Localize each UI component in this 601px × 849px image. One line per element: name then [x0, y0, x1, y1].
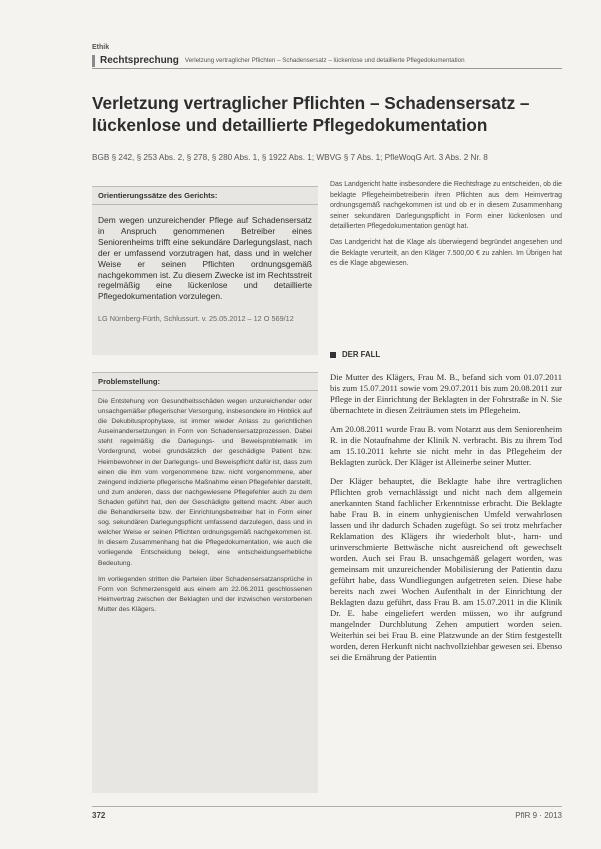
case-heading-text: DER FALL	[342, 350, 381, 359]
guiding-principles-box	[92, 186, 318, 355]
intro-column	[330, 180, 562, 275]
footer-rule	[92, 806, 562, 807]
header-accent-bar	[92, 55, 95, 67]
case-body	[330, 372, 562, 802]
court-source: LG Nürnberg-Fürth, Schlussurt. v. 25.05.2012 – 12 O 569/12	[98, 314, 294, 324]
problem-paragraph: Die Entstehung von Gesundheitsschäden wegen unzureichender oder unsachgemäßer pflegerischer Versorgung, insbesondere im Hinblick auf die Dekubitusprophylaxe, ist immer wieder Anlass zu gerichtlichen Auseinandersetzungen in Form von Schadensersatzprozessen. Dabei steht regelmäßig die Darlegungs- und Beweisproblematik im Vordergrund, wobei grundsätzlich der geschädigte Patient bzw. Heimbewohner in der Darlegungs- und Beweispflicht dafür ist, dass zum einen die ihm vom vorgenommene bzw. nicht vorgenommene, aber zwingend indizierte pflegerische Maßnahme einen Pflegefehler darstellt, und zum anderen, dass der nachgewiesene Pflegefehler auch zu dem Schaden geführt hat, den der Geschädigte geltend macht. Aber auch die Behandlerseite bzw. der Einrichtungsbetreiber hat in Form einer sog. sekundären Darlegungspflicht umfassend darzulegen, dass und in welcher Weise er seinen Pflichten ordnungsgemäß nachgekommen ist. In diesem Zusammenhang hat die Pflegedokumentation, wie auch die vorliegende Entscheidung belegt, eine entscheidungserhebliche Bedeutung.	[98, 398, 312, 567]
guiding-principles-heading: Orientierungssätze des Gerichts:	[92, 187, 318, 205]
case-paragraph: Am 20.08.2011 wurde Frau B. vom Notarzt aus dem Seniorenheim R. in die Notaufnahme der Klinik N. verbracht. Bis zu ihrem Tod am 15.10.2011 kehrte sie nicht mehr in das Pflegeheim der Beklagten zurück. Der Kläger ist Alleinerbe seiner Mutter.	[330, 424, 562, 467]
problem-paragraph: Im vorliegenden stritten die Parteien über Schadensersatzansprüche in Form von Schmerzensgeld aus einem am 22.06.2011 geschlossenen Heimvertrag zwischen der Beklagten und der inzwischen verstorbenen Mutter des Klägers.	[98, 575, 312, 613]
journal-reference: PflR 9 · 2013	[515, 811, 562, 820]
case-paragraph: Die Mutter des Klägers, Frau M. B., befand sich vom 01.07.2011 bis zum 15.07.2011 sowie vom 29.07.2011 bis zum 20.08.2011 zur Pflege in der Einrichtung der Beklagten in der Fohrstraße in N. Sie übernachtete in diesen Zeiträumen stets im Pflegeheim.	[330, 372, 562, 415]
rubric-label: Rechtsprechung	[100, 55, 179, 66]
article-title: Verletzung vertraglicher Pflichten – Schadensersatz – lückenlose und detaillierte Pflegedokumentation	[92, 93, 530, 135]
page-number: 372	[92, 811, 106, 820]
problem-statement-heading: Problemstellung:	[92, 373, 318, 391]
problem-statement-box	[92, 372, 318, 793]
case-paragraph: Der Kläger behauptet, die Beklagte habe ihre vertraglichen Pflichten grob vernachlässigt und nicht nach dem allgemein anerkannten Stand fachlicher Erkenntnisse erbracht. Die Beklagte habe Frau B. in einem unhygienischen Umfeld verwahrlosen lassen und ihr dadurch Schaden zugefügt. So sei trotz mehrfacher Reklamation des Klägers ihr wiederholt blut-, harn- und urinverschmierte Bettwäsche nicht ausreichend oft gewechselt worden. Auch sei Frau B. unsachgemäß gelagert worden, was gemeinsam mit unzureichender Mobilisierung der Patientin dazu geführt habe, dass Wundliegungen aufgetreten seien. Diese habe bereits nach zwei Wochen Aufenthalt in der Einrichtung der Beklagten dazu geführt, dass Frau B. am 15.07.2011 in die Klinik Dr. E. habe eingeliefert werden müssen, wo ihr aufgrund mangelnder Durchblutung Zehen amputiert worden seien. Weiterhin sei bei Frau B. eine Platzwunde an der Stirn festgestellt worden, deren Herkunft nicht nachvollziehbar gewesen sei. Ebenso sei die Ernährung der Patientin	[330, 476, 562, 662]
intro-paragraph: Das Landgericht hatte insbesondere die Rechtsfrage zu entscheiden, ob die beklagte Pflegeheimbetreiberin ihren Pflichten aus dem Heimvertrag ordnungsgemäß nachgekommen ist und ob er in diesem Zusammenhang seiner sekundären Darlegungspflicht in Form einer lückenlosen und detaillierten Pflegedokumentation genügt hat.	[330, 181, 562, 231]
intro-paragraph: Das Landgericht hat die Klage als überwiegend begründet angesehen und die Beklagte verurteilt, an den Kläger 7.500,00 € zu zahlen. Im Übrigen hat es die Klage abgewiesen.	[330, 238, 562, 268]
section-tag: Ethik	[92, 44, 110, 51]
case-section-heading	[330, 350, 562, 359]
guiding-principles-text: Dem wegen unzureichender Pflege auf Schadensersatz in Anspruch genommenen Betreiber eines Seniorenheims trifft eine sekundäre Darlegungslast, nach der er umfassend vorzutragen hat, dass und in welcher Weise er seinen Pflichten ordnungsgemäß nachgekommen ist. Zu diesem Zwecke ist im Rechtsstreit regelmäßig eine lückenlose und detaillierte Pflegedokumentation vorzulegen.	[98, 215, 312, 302]
statute-citation: BGB § 242, § 253 Abs. 2, § 278, § 280 Abs. 1, § 1922 Abs. 1; WBVG § 7 Abs. 1; PfleWoqG Art. 3 Abs. 2 Nr. 8	[92, 153, 488, 162]
running-header	[92, 53, 562, 69]
running-title: Verletzung vertraglicher Pflichten – Schadensersatz – lückenlose und detaillierte Pflegedokumentation	[184, 57, 465, 64]
square-bullet-icon	[330, 352, 336, 358]
